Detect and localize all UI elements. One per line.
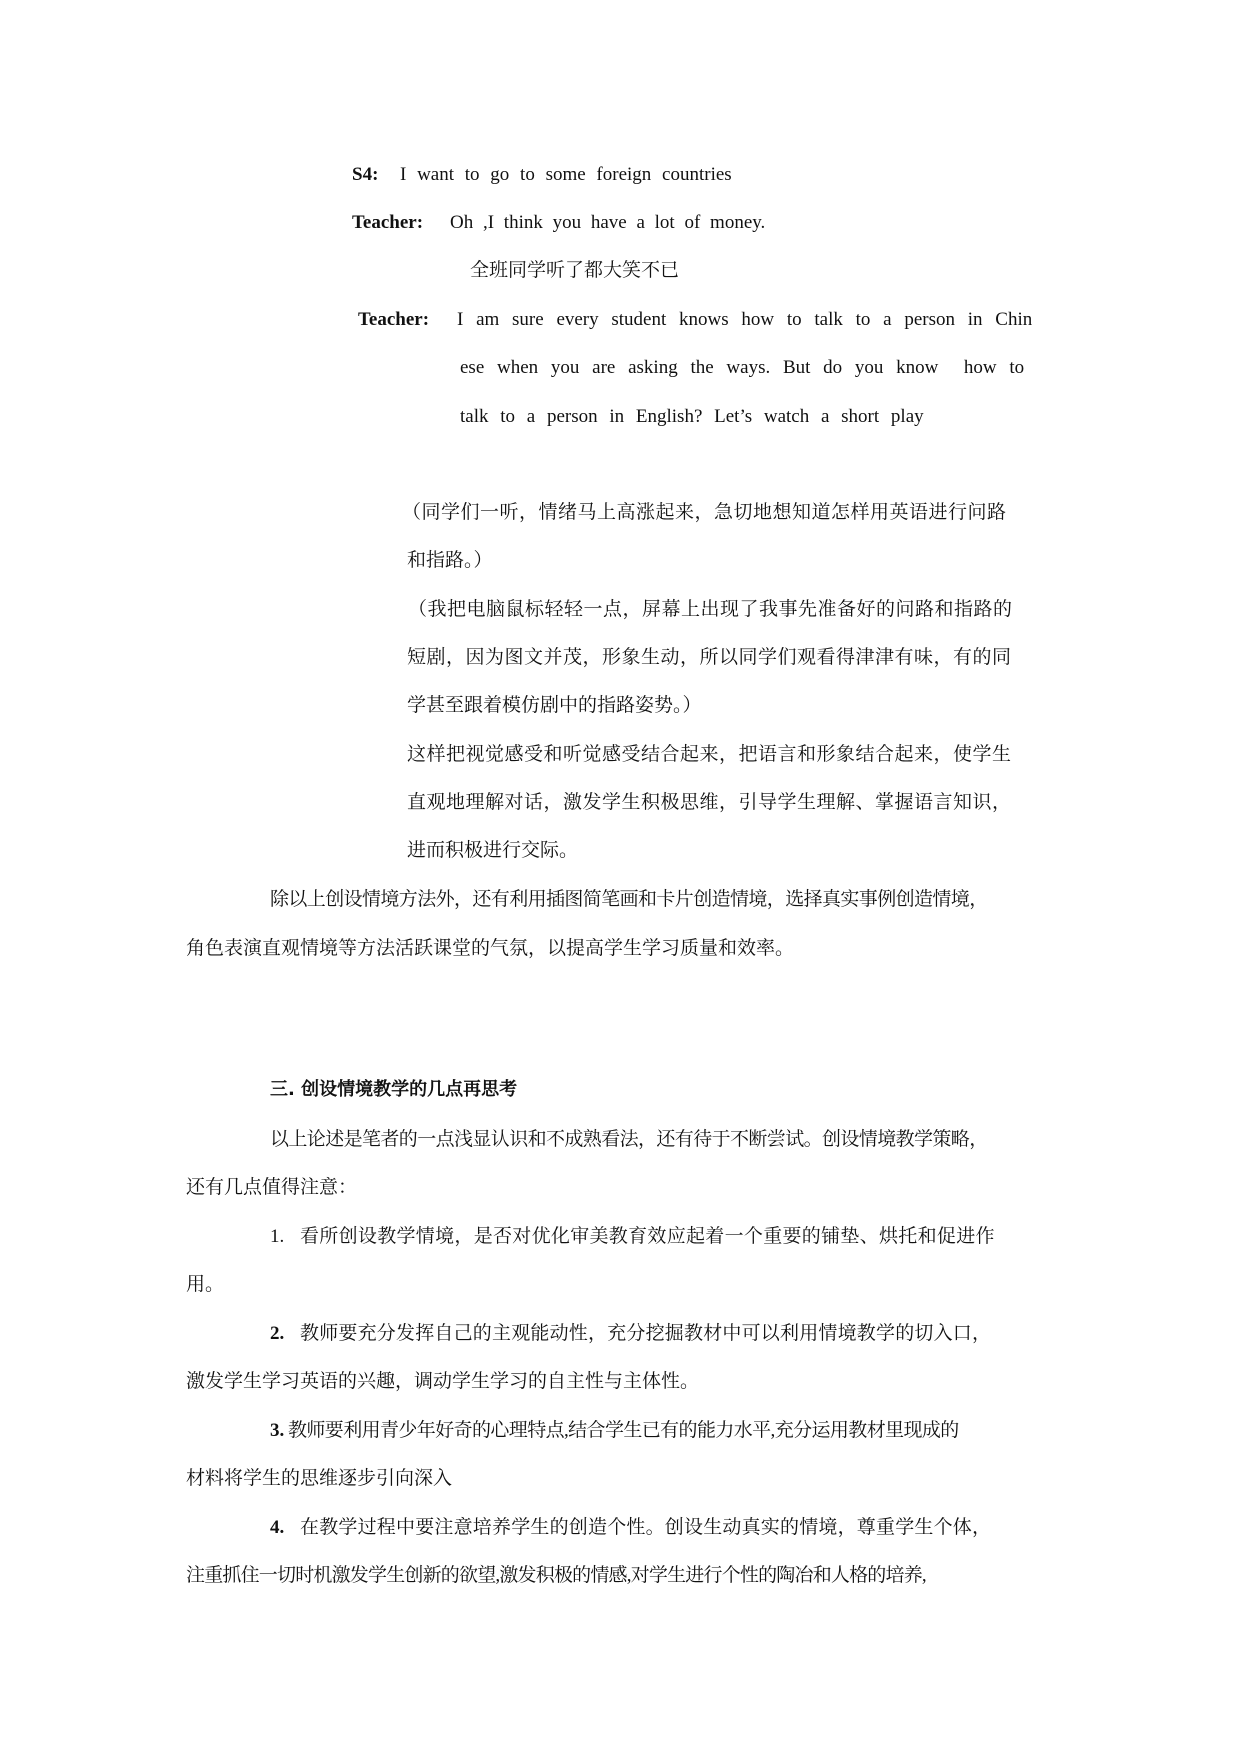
note3-line: 这样把视觉感受和听觉感受结合起来，把语言和形象结合起来，使学生 [407, 744, 1012, 765]
s4-speaker: S4: [352, 164, 379, 185]
note2-line: 学甚至跟着模仿剧中的指路姿势。） [407, 695, 702, 716]
item-number: 4. [270, 1517, 285, 1538]
item-number: 1. [270, 1226, 285, 1247]
teacher1-speaker: Teacher: [352, 212, 424, 233]
section-intro-line: 以上论述是笔者的一点浅显认识和不成熟看法，还有待于不断尝试。创设情境教学策略， [270, 1129, 988, 1150]
teacher1-text: Oh ,I think you have a lot of money. [450, 212, 766, 233]
item-line: 看所创设教学情境，是否对优化审美教育效应起着一个重要的铺垫、烘托和促进作 [300, 1226, 995, 1247]
s4-text: I want to go to some foreign countries [400, 164, 732, 185]
class-reaction: 全班同学听了都大笑不已 [470, 260, 680, 281]
teacher2-line: ese when you are asking the ways. But do you know how to [460, 357, 1025, 378]
teacher2-line: talk to a person in English? Let’s watch a short play [460, 406, 924, 427]
note2-line: 短剧，因为图文并茂，形象生动，所以同学们观看得津津有味，有的同 [407, 647, 1012, 668]
teacher2-speaker: Teacher: [358, 309, 430, 330]
item-line: 注重抓住一切时机激发学生创新的欲望,激发积极的情感,对学生进行个性的陶冶和人格的培养, [186, 1565, 926, 1586]
note1-line: （同学们一听，情绪马上高涨起来，急切地想知道怎样用英语进行问路 [402, 502, 1007, 523]
note3-line: 进而积极进行交际。 [407, 840, 579, 861]
item-line: 用。 [186, 1274, 225, 1295]
note3-line: 直观地理解对话，激发学生积极思维，引导学生理解、掌握语言知识， [407, 792, 1012, 813]
item-line: 材料将学生的思维逐步引向深入 [186, 1468, 453, 1489]
item-line: 在教学过程中要注意培养学生的创造个性。创设生动真实的情境，尊重学生个体， [300, 1517, 992, 1538]
teacher2-line: I am sure every student knows how to talk to a person in Chin [457, 309, 1033, 330]
summary-line: 角色表演直观情境等方法活跃课堂的气氛，以提高学生学习质量和效率。 [186, 938, 795, 959]
section-intro-line: 还有几点值得注意： [186, 1177, 358, 1198]
item-line: 激发学生学习英语的兴趣，调动学生学习的自主性与主体性。 [186, 1371, 700, 1392]
section-heading: 三. 创设情境教学的几点再思考 [270, 1079, 518, 1100]
item-line: 教师要利用青少年好奇的心理特点,结合学生已有的能力水平,充分运用教材里现成的 [288, 1420, 959, 1441]
item-number: 3. [270, 1420, 285, 1441]
item-number: 2. [270, 1323, 285, 1344]
note2-line: （我把电脑鼠标轻轻一点，屏幕上出现了我事先准备好的问路和指路的 [408, 599, 1013, 620]
item-line: 教师要充分发挥自己的主观能动性，充分挖掘教材中可以利用情境教学的切入口， [300, 1323, 992, 1344]
summary-line: 除以上创设情境方法外，还有利用插图简笔画和卡片创造情境，选择真实事例创造情境， [270, 889, 988, 910]
note1-line: 和指路。） [407, 550, 493, 571]
